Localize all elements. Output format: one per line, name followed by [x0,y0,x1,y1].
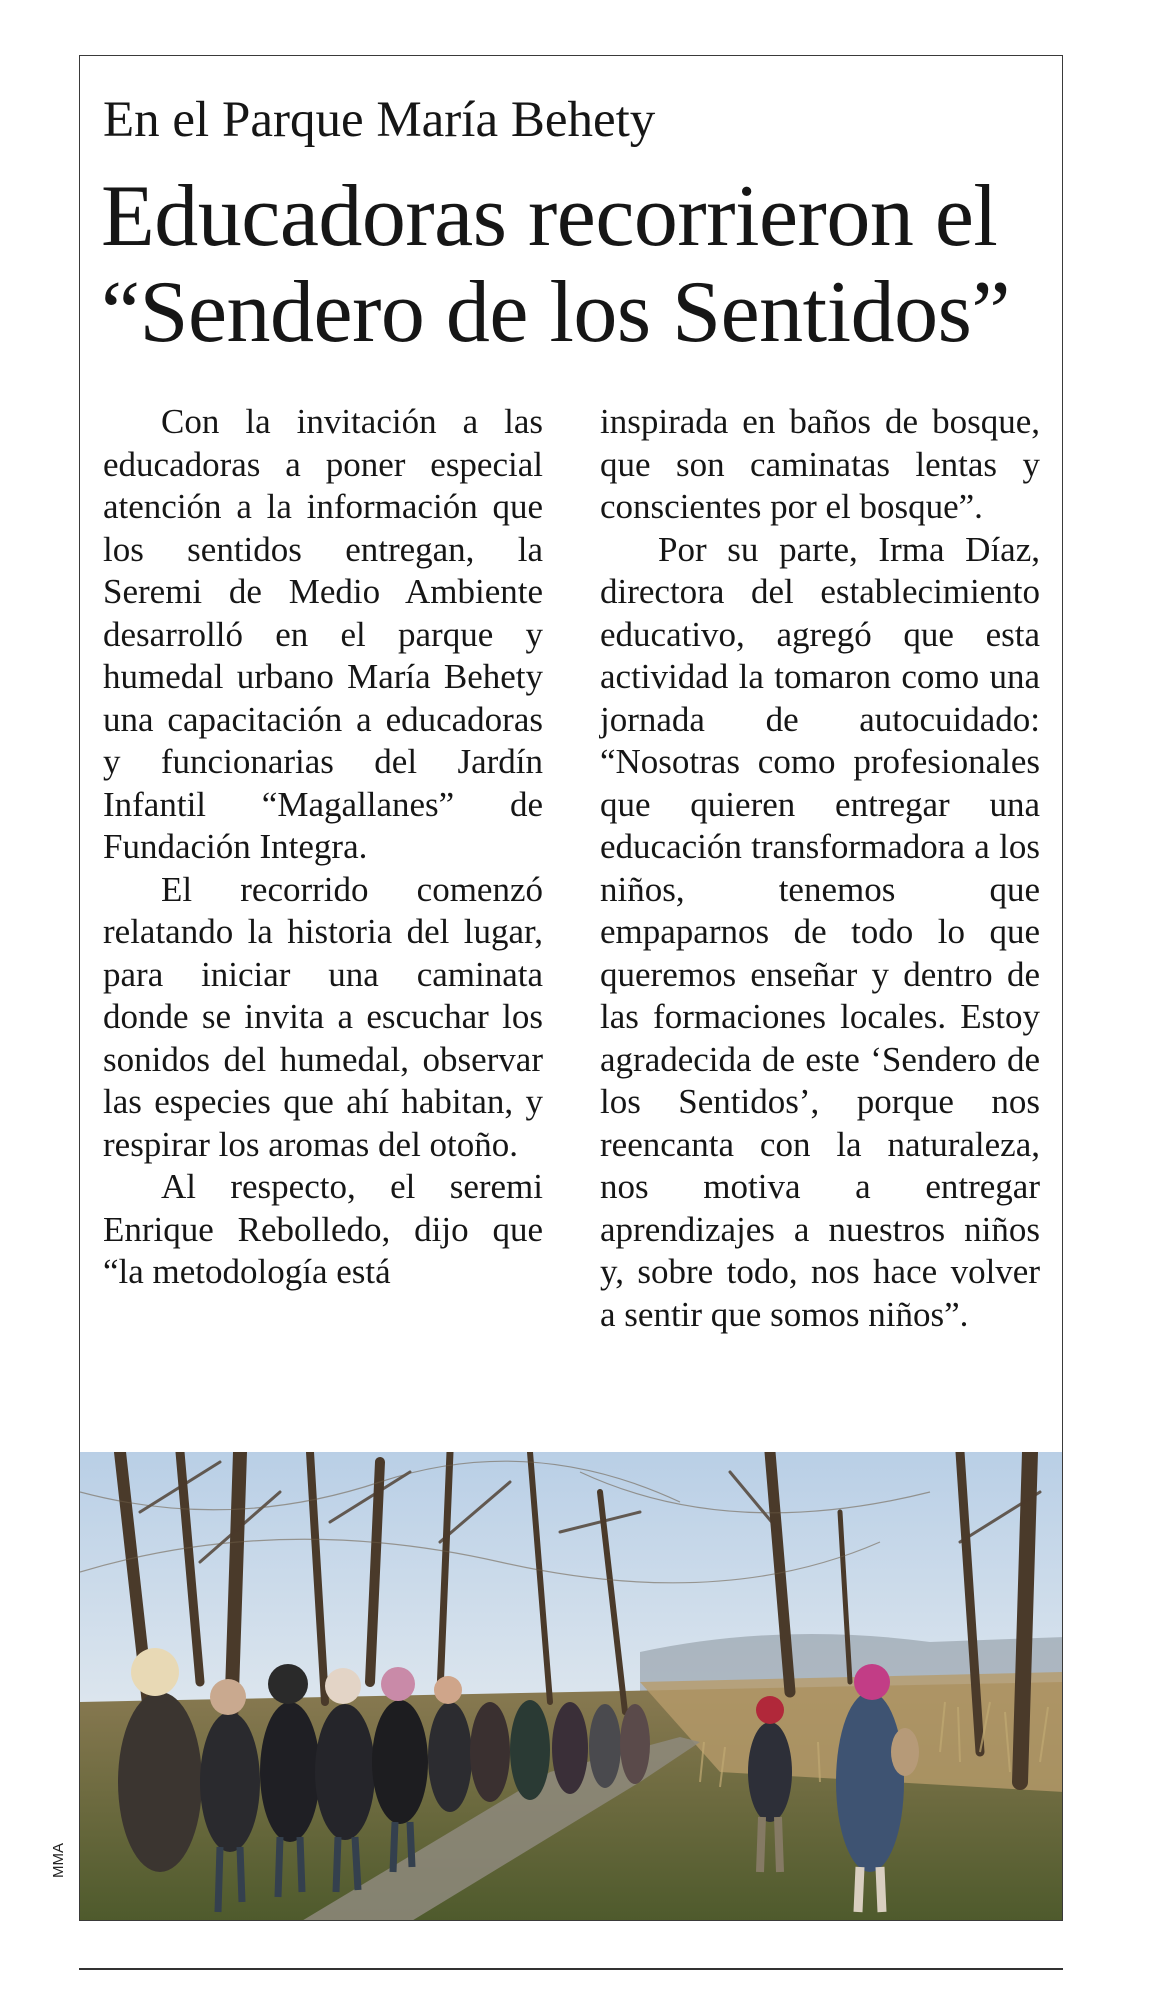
photo-credit: MMA [50,1843,67,1878]
paragraph: Por su parte, Irma Díaz, directora del establecimiento educativo, agregó que esta actividad la tomaron como una jornada de autocuidado: “Nosotras como profesionales que quieren entregar una educación transformadora a los niños, tenemos que empaparnos de todo lo que queremos enseñar y dentro de las formaciones locales. Estoy agradecida de este ‘Sendero de los Sentidos’, porque nos reencanta con la naturaleza, nos motiva a entregar aprendizajes a nuestros niños y, sobre todo, nos hace volver a sentir que somos niños”. [600,529,1040,1334]
page-rule [79,1968,1063,1970]
text-column-right [600,401,1040,1336]
text-column-left [103,401,543,1294]
paragraph: inspirada en baños de bosque, que son caminatas lentas y conscientes por el bosque”. [600,402,1040,526]
article-frame [79,55,1063,1921]
article-photo [80,1452,1063,1921]
headline-line-2: “Sendero de los Sentidos” [101,264,1010,361]
paragraph: Al respecto, el seremi Enrique Rebolledo, dijo que “la metodología está [103,1167,543,1291]
paragraph: El recorrido comenzó relatando la historia del lugar, para iniciar una caminata donde se invita a escuchar los sonidos del humedal, observar las especies que ahí habitan, y respirar los aromas del otoño. [103,869,543,1164]
article-kicker: En el Parque María Behety [103,92,656,148]
paragraph: Con la invitación a las educadoras a poner especial atención a la información que los sentidos entregan, la Seremi de Medio Ambiente desarrolló en el parque y humedal urbano María Behety una capacitación a educadoras y funcionarias del Jardín Infantil “Magallanes” de Fundación Integra. [103,402,543,866]
article-headline [101,169,1010,361]
headline-line-1: Educadoras recorrieron el [101,168,998,265]
